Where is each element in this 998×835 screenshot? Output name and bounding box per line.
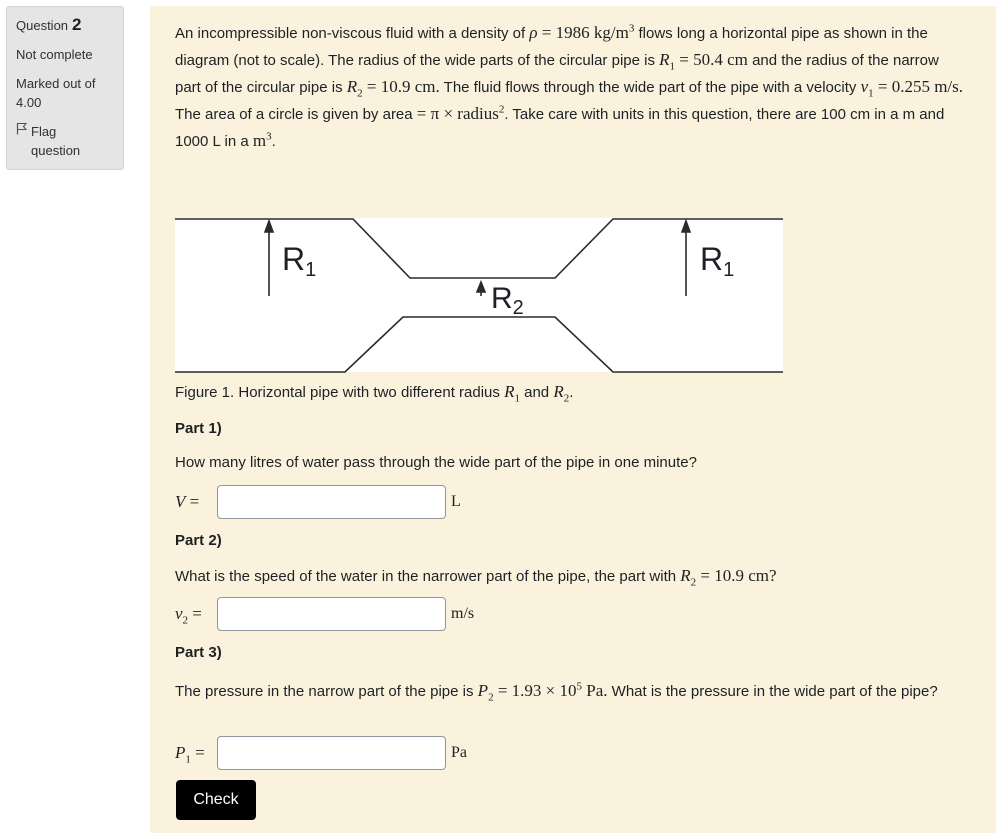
part-3-p2-symbol: P: [477, 681, 489, 700]
part-1-answer-row: [175, 482, 461, 522]
diagram-background: [175, 218, 783, 372]
v1-symbol: v: [860, 77, 869, 96]
flag-question-link[interactable]: [16, 122, 114, 160]
intro-text-3: and the radius of the narrow part of the circular pipe is: [175, 52, 939, 96]
pipe-diagram: [175, 218, 785, 374]
part-3-p2-subscript: 2: [488, 691, 494, 704]
part-2-r2-subscript: 2: [690, 576, 697, 589]
caption-and: and: [524, 384, 550, 401]
question-intro: [175, 20, 965, 155]
r1-symbol: R: [659, 50, 670, 69]
intro-text-5: The area of a circle is given by area: [175, 106, 413, 123]
question-info-panel: [6, 6, 124, 170]
intro-text-1: An incompressible non-viscous fluid with a density of: [175, 25, 526, 42]
caption-r2-symbol: R: [553, 382, 564, 401]
r1-left-label: R1: [282, 241, 317, 281]
part-3-unit: Pa: [451, 744, 467, 761]
part-3-question-text-a: The pressure in the narrow part of the pipe is: [175, 683, 474, 700]
caption-r1-symbol: R: [504, 382, 515, 401]
caption-r2-subscript: 2: [563, 392, 570, 405]
part-2-answer-row: [175, 594, 474, 634]
question-content: [150, 6, 996, 833]
caption-r1-subscript: 1: [514, 392, 520, 405]
question-word: Question: [16, 18, 69, 33]
part-3-question: [175, 678, 965, 705]
rho-exponent: 3: [628, 22, 635, 35]
part-3-variable: $P_1$ =: [175, 743, 205, 766]
part-1-heading: Part 1): [175, 420, 222, 437]
question-marks: Marked out of 4.00: [16, 76, 96, 110]
rho-value: = 1986 kg/m: [541, 23, 629, 42]
intro-text-4: The fluid flows through the wide part of the pipe with a velocity: [443, 79, 857, 96]
part-3-heading: Part 3): [175, 644, 222, 661]
part-2-question: [175, 566, 975, 589]
r1-value: = 50.4 cm: [679, 50, 748, 69]
m3-exponent: 3: [266, 130, 272, 143]
part-2-variable: $v_2$ =: [175, 604, 202, 627]
question-status: Not complete: [16, 47, 93, 62]
question-number-line: [16, 15, 114, 35]
part-2-unit: m/s: [451, 605, 475, 622]
check-button[interactable]: Check: [176, 780, 256, 820]
v1-value: = 0.255 m/s.: [877, 77, 964, 96]
m3-unit: m: [252, 131, 267, 150]
r2-label: $R_2$: [491, 282, 524, 319]
r2-value: = 10.9 cm.: [366, 77, 440, 96]
part-1-answer-input[interactable]: [217, 485, 446, 519]
part-2-heading: Part 2): [175, 532, 222, 549]
question-number: 2: [72, 15, 82, 34]
v1-subscript: 1: [868, 87, 874, 100]
part-2-question-text: What is the speed of the water in the narrower part of the pipe, the part with: [175, 568, 677, 585]
part-1-unit: L: [451, 493, 461, 510]
rho-symbol: ρ: [529, 23, 538, 42]
part-2-r2-symbol: R: [680, 566, 691, 585]
caption-text: Figure 1. Horizontal pipe with two different radius: [175, 384, 500, 401]
flag-icon: [16, 122, 27, 141]
figure-caption: [175, 382, 574, 405]
part-3-answer-input[interactable]: [217, 736, 446, 770]
part-3-answer-row: [175, 733, 467, 773]
r1-subscript: 1: [669, 60, 676, 73]
part-1-question: How many litres of water pass through the wide part of the pipe in one minute?: [175, 454, 697, 471]
caption-end: .: [569, 384, 574, 401]
r1-right-label: R1: [700, 241, 735, 281]
part-3-p2-exponent: 5: [576, 680, 582, 693]
r2-symbol: R: [346, 77, 358, 96]
r2-subscript: 2: [357, 87, 363, 100]
part-2-r2-value: = 10.9 cm?: [700, 566, 777, 585]
area-expression: = π × radius: [416, 104, 499, 123]
intro-text-2: flows long a horizontal pipe as shown in the diagram (not to scale). The radius of the wide parts of the circular pipe is: [175, 25, 928, 69]
flag-question-label: Flag question: [31, 124, 81, 158]
area-exponent: 2: [498, 103, 505, 116]
part-1-variable: V =: [175, 492, 200, 511]
part-3-p2-value: = 1.93 × 10: [497, 681, 577, 700]
intro-text-7: .: [271, 133, 276, 150]
part-3-question-text-b: What is the pressure in the wide part of the pipe?: [611, 683, 938, 700]
part-3-p2-unit: Pa.: [586, 681, 608, 700]
part-2-answer-input[interactable]: [217, 597, 446, 631]
intro-text-6: . Take care with units in this question, there are 100 cm in a m and 1000 L in a: [175, 106, 945, 150]
